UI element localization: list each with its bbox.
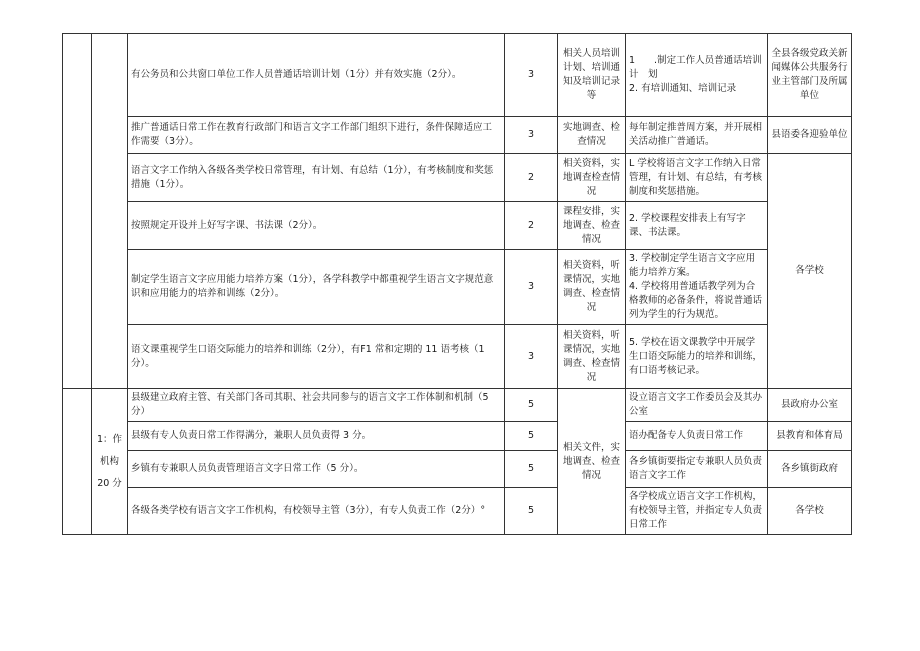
method-cell: 相关人员培训计划、培训通知及培训记录等 — [558, 34, 626, 117]
empty-cell-col1 — [63, 389, 92, 535]
table-row — [63, 202, 852, 250]
empty-cell-col1 — [63, 34, 92, 389]
method-cell: 相关文件，实地调查、检查情况 — [558, 389, 626, 535]
requirement-cell: L 学校将语言文字工作纳入日常管理，有计划、有总结，有考核制度和奖惩措施。 — [626, 154, 768, 202]
category-line: 1：作 — [96, 433, 123, 445]
requirement-cell: 每年制定推普周方案，并开展相关活动推广普通话。 — [626, 117, 768, 154]
standard-cell: 县级有专人负责日常工作得满分，兼职人员负责得 3 分。 — [128, 422, 505, 451]
requirement-line: 4. 学校将用普通话教学列为合格教师的必备条件，将说普通话列为学生的行为规范。 — [629, 281, 763, 320]
method-cell: 课程安排，实地调查、检查情况 — [558, 202, 626, 250]
score-cell: 5 — [505, 488, 558, 535]
requirement-cell: 2. 学校课程安排表上有写字课、书法课。 — [626, 202, 768, 250]
table-row — [63, 389, 852, 422]
requirement-cell — [626, 250, 768, 325]
method-cell: 相关资料，听课情况，实地调查、检查情况 — [558, 325, 626, 389]
requirement-line: 3. 学校制定学生语言文字应用能力培养方案。 — [629, 253, 756, 278]
standard-cell: 有公务员和公共窗口单位工作人员普通话培训计划（1分）并有效实施（2分）。 — [128, 34, 505, 117]
score-cell: 2 — [505, 202, 558, 250]
category-line: 机构 — [99, 455, 119, 467]
standard-cell: 按照规定开设并上好写字课、书法课（2分）。 — [128, 202, 505, 250]
standard-cell: 语言文字工作纳入各级各类学校日常管理，有计划、有总结（1分），有考核制度和奖惩措施（1分）。 — [128, 154, 505, 202]
score-cell: 3 — [505, 325, 558, 389]
score-cell: 3 — [505, 117, 558, 154]
table-row — [63, 451, 852, 488]
unit-cell: 县教育和体育局 — [768, 422, 852, 451]
requirement-line: 2. 有培训通知、培训记录 — [629, 83, 737, 94]
standard-cell: 县级建立政府主管、有关部门各司其职、社会共同参与的语言文字工作体制和机制（5分） — [128, 389, 505, 422]
score-cell: 5 — [505, 389, 558, 422]
standard-cell: 各级各类学校有语言文字工作机构，有校领导主管（3分），有专人负责工作（2分）° — [128, 488, 505, 535]
unit-cell: 各乡镇街政府 — [768, 451, 852, 488]
score-cell: 3 — [505, 250, 558, 325]
requirement-cell — [626, 34, 768, 117]
unit-cell: 县政府办公室 — [768, 389, 852, 422]
table-row — [63, 34, 852, 117]
requirement-cell: 设立语言文字工作委员会及其办公室 — [626, 389, 768, 422]
score-cell: 3 — [505, 34, 558, 117]
standard-cell: 制定学生语言文字应用能力培养方案（1分），各学科教学中都重视学生语言文字规范意识和应用能力的培养和训练（2分）。 — [128, 250, 505, 325]
requirement-cell: 语办配备专人负责日常工作 — [626, 422, 768, 451]
requirement-line: 1 .制定工作人员普通话培训计 划 — [629, 55, 762, 80]
standard-cell: 乡镇有专兼职人员负责管理语言文字日常工作（5 分）。 — [128, 451, 505, 488]
standards-table — [62, 33, 852, 535]
unit-cell-schools: 各学校 — [768, 154, 852, 389]
score-cell: 5 — [505, 451, 558, 488]
unit-cell: 县语委各迎验单位 — [768, 117, 852, 154]
table-row — [63, 154, 852, 202]
method-cell: 相关资料，听课情况，实地调查、检查情况 — [558, 250, 626, 325]
standard-cell: 语文课重视学生口语交际能力的培养和训练（2分），有F1 常和定期的 11 语考核（1分）。 — [128, 325, 505, 389]
table-row — [63, 422, 852, 451]
table-row — [63, 250, 852, 325]
category-cell — [92, 389, 128, 535]
score-cell: 5 — [505, 422, 558, 451]
category-line: 20 分 — [97, 477, 122, 489]
unit-cell: 全县各级党政关新闻媒体公共服务行业主管部门及所属单位 — [768, 34, 852, 117]
requirement-cell: 各学校成立语言文字工作机构，有校领导主管，并指定专人负责日常工作 — [626, 488, 768, 535]
unit-cell: 各学校 — [768, 488, 852, 535]
table-row — [63, 325, 852, 389]
score-cell: 2 — [505, 154, 558, 202]
requirement-cell: 5. 学校在语文课教学中开展学生口语交际能力的培养和训练，有口语考核记录。 — [626, 325, 768, 389]
method-cell: 相关资料，实地调查检查情况 — [558, 154, 626, 202]
table-row — [63, 488, 852, 535]
method-cell: 实地调查、检查情况 — [558, 117, 626, 154]
standard-cell: 推广普通话日常工作在教育行政部门和语言文字工作部门组织下进行，条件保障适应工作需要（3分）。 — [128, 117, 505, 154]
empty-cell-col2 — [92, 34, 128, 389]
requirement-cell: 各乡镇街要指定专兼职人员负责语言文字工作 — [626, 451, 768, 488]
table-row — [63, 117, 852, 154]
